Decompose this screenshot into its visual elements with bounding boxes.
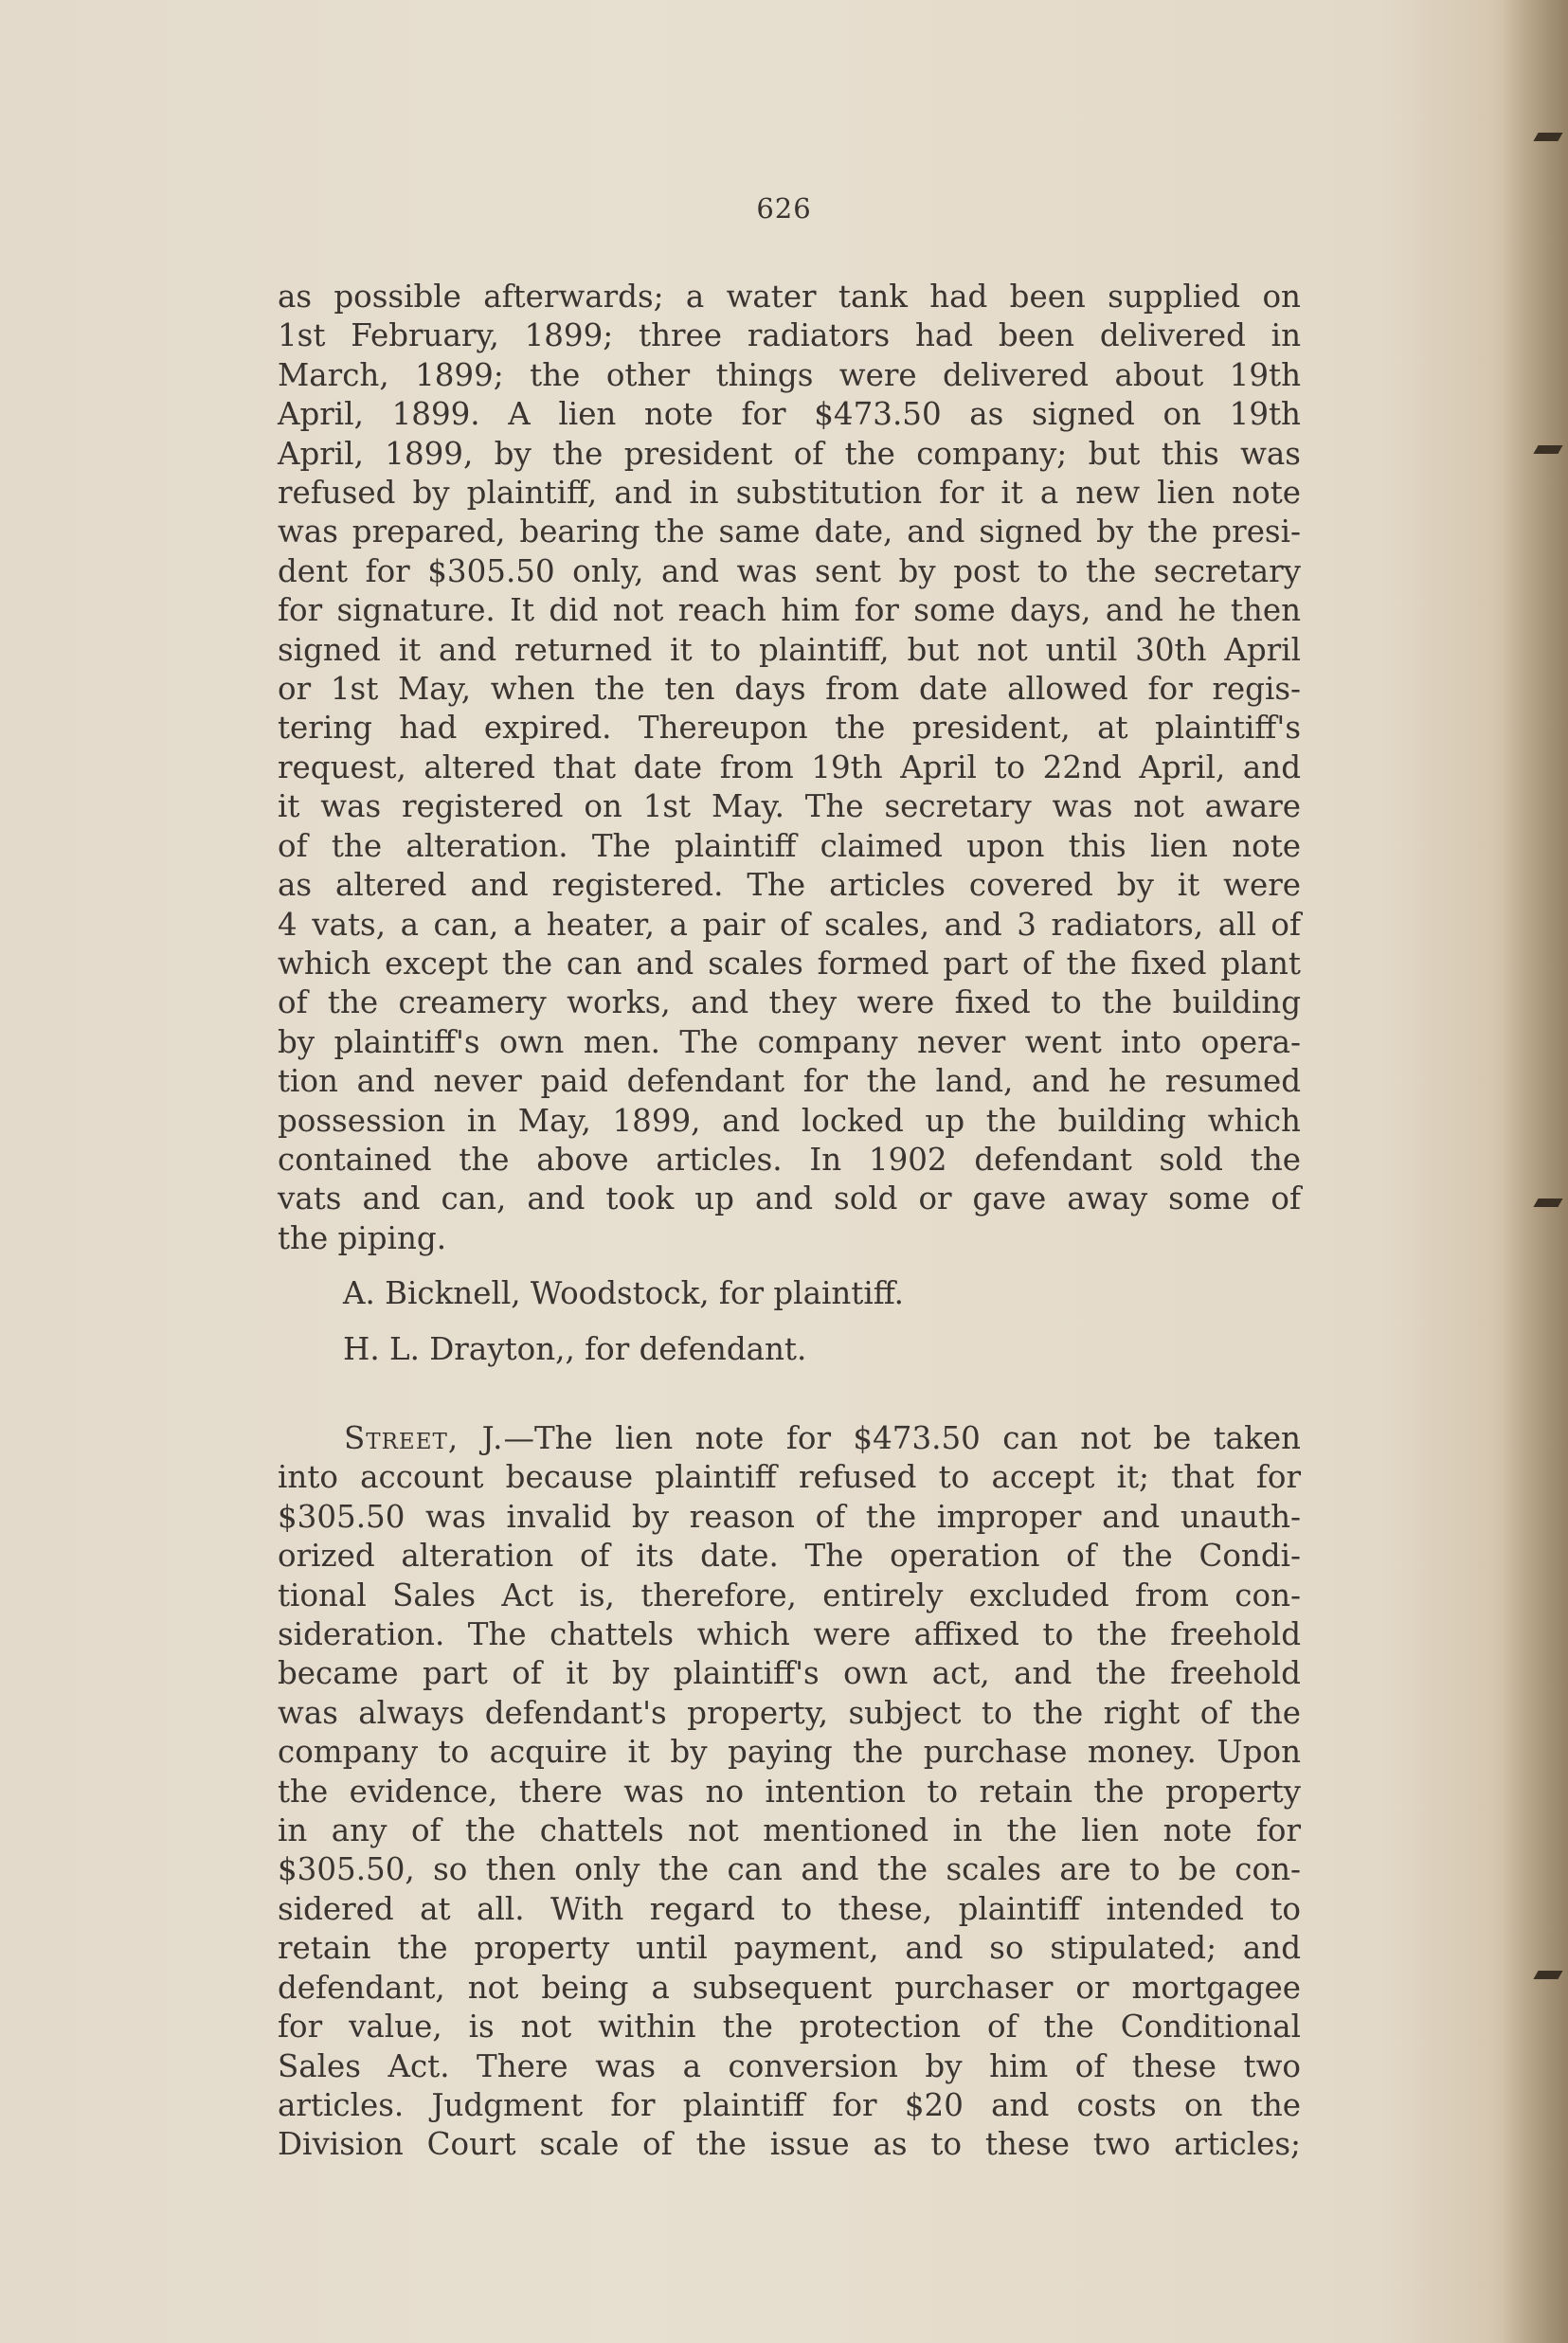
text-line: dent for $305.50 only, and was sent by post to the secretary <box>278 552 1301 589</box>
edge-mark <box>1533 1971 1562 1979</box>
text-line: vats and can, and took up and sold or gave away some of <box>278 1181 1301 1217</box>
text-line: refused by plaintiff, and in substitution for it a new lien note <box>278 475 1301 512</box>
edge-mark <box>1533 133 1562 141</box>
text-line: as possible afterwards; a water tank had been supplied on <box>278 279 1301 315</box>
text-line: April, 1899, by the president of the company; but this was <box>278 435 1301 472</box>
text-line: sidered at all. With regard to these, plaintiff intended to <box>278 1890 1301 1927</box>
text-line: sideration. The chattels which were affixed to the freehold <box>278 1616 1301 1653</box>
opinion-paragraph <box>278 1419 1301 2165</box>
text-line: for value, is not within the protection of the Conditional <box>278 2009 1301 2046</box>
text-line: tering had expired. Thereupon the president, at plaintiff's <box>278 710 1301 747</box>
text-line: tion and never paid defendant for the land, and he resumed <box>278 1063 1301 1100</box>
text-line: articles. Judgment for plaintiff for $20 and costs on the <box>278 2086 1301 2123</box>
text-line: April, 1899. A lien note for $473.50 as signed on 19th <box>278 396 1301 433</box>
text-line: of the alteration. The plaintiff claimed upon this lien note <box>278 827 1301 864</box>
text-line: $305.50 was invalid by reason of the improper and unauth- <box>278 1498 1301 1535</box>
opinion-first-line: —The lien note for $473.50 can not be taken <box>503 1420 1301 1456</box>
text-line: or 1st May, when the ten days from date allowed for regis- <box>278 671 1301 708</box>
text-line: signed it and returned it to plaintiff, but not until 30th April <box>278 631 1301 668</box>
page-number: 626 <box>756 192 812 225</box>
judge-name: Street, J. <box>344 1420 504 1456</box>
text-line: the piping. <box>278 1219 447 1256</box>
text-line: as altered and registered. The articles covered by it were <box>278 867 1301 904</box>
facts-paragraph <box>278 278 1301 1258</box>
text-line: orized alteration of its date. The operation of the Condi- <box>278 1538 1301 1575</box>
text-line: the evidence, there was no intention to retain the property <box>278 1773 1301 1810</box>
text-line: company to acquire it by paying the purchase money. Upon <box>278 1734 1301 1771</box>
edge-mark <box>1533 1199 1562 1207</box>
text-line: 4 vats, a can, a heater, a pair of scales, and 3 radiators, all of <box>278 906 1301 943</box>
text-line: contained the above articles. In 1902 defendant sold the <box>278 1141 1301 1178</box>
text-line: into account because plaintiff refused to accept it; that for <box>278 1459 1301 1496</box>
text-line: for signature. It did not reach him for some days, and he then <box>278 592 1301 629</box>
text-line: request, altered that date from 19th April to 22nd April, and <box>278 748 1301 785</box>
text-line: Sales Act. There was a conversion by him of these two <box>278 2047 1301 2084</box>
page-edge-shadow <box>1502 0 1568 2343</box>
counsel-for-plaintiff: A. Bicknell, Woodstock, for plaintiff. <box>343 1275 904 1311</box>
text-line: retain the property until payment, and so stipulated; and <box>278 1930 1301 1967</box>
text-line: was always defendant's property, subject to the right of the <box>278 1694 1301 1731</box>
text-line: defendant, not being a subsequent purchaser or mortgagee <box>278 1969 1301 2006</box>
text-line: March, 1899; the other things were delivered about 19th <box>278 356 1301 393</box>
text-line: 1st February, 1899; three radiators had been delivered in <box>278 317 1301 354</box>
text-line: became part of it by plaintiff's own act, and the freehold <box>278 1655 1301 1692</box>
text-line: $305.50, so then only the can and the scales are to be con- <box>278 1851 1301 1888</box>
edge-mark <box>1533 445 1562 454</box>
text-line: of the creamery works, and they were fixed to the building <box>278 984 1301 1021</box>
text-line: in any of the chattels not mentioned in the lien note for <box>278 1812 1301 1849</box>
text-line: which except the can and scales formed part of the fixed plant <box>278 945 1301 982</box>
text-line: by plaintiff's own men. The company never went into opera- <box>278 1023 1301 1060</box>
text-line: possession in May, 1899, and locked up the building which <box>278 1102 1301 1139</box>
counsel-for-defendant: H. L. Drayton,, for defendant. <box>343 1331 807 1367</box>
text-line: tional Sales Act is, therefore, entirely excluded from con- <box>278 1577 1301 1613</box>
text-line: was prepared, bearing the same date, and signed by the presi- <box>278 514 1301 550</box>
text-line: it was registered on 1st May. The secretary was not aware <box>278 788 1301 825</box>
text-line <box>278 1419 1301 1458</box>
text-line: Division Court scale of the issue as to these two articles; <box>278 2126 1301 2163</box>
